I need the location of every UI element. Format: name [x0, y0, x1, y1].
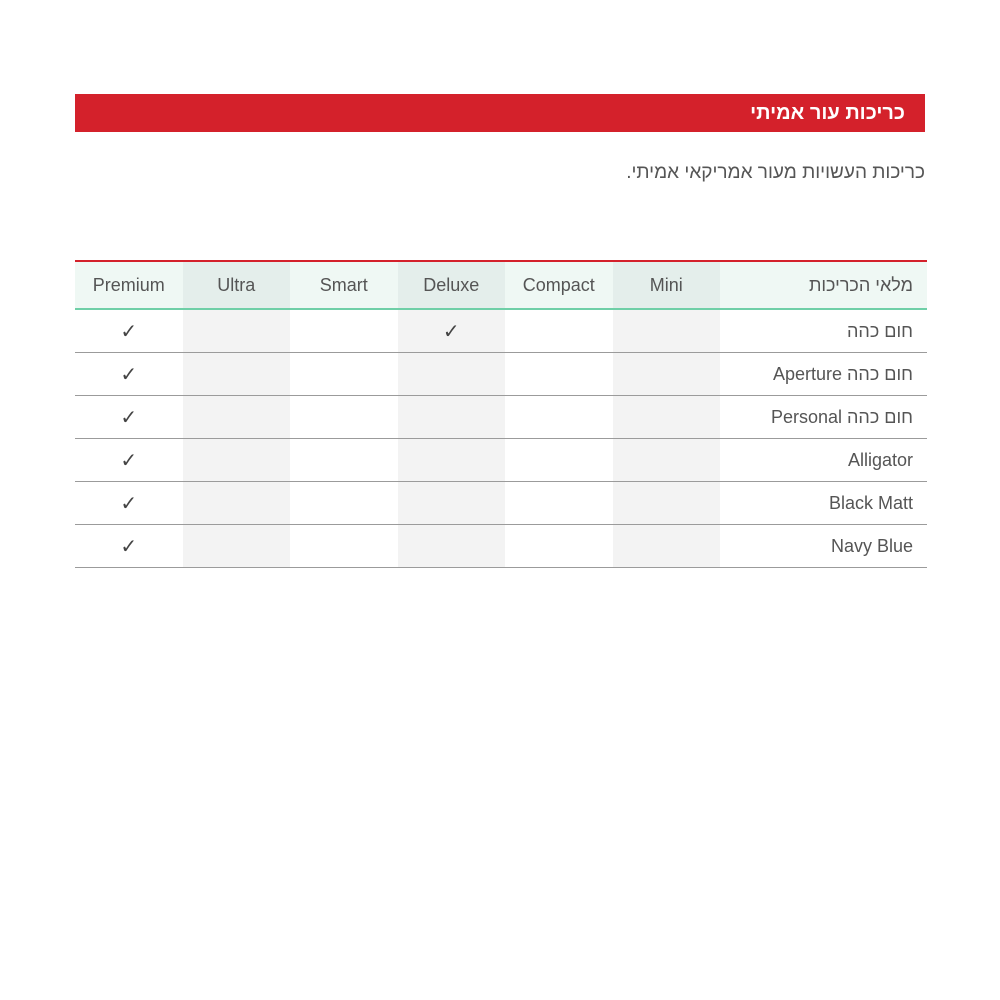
checkmark-icon: ✓ [120, 362, 138, 386]
table-row [75, 396, 927, 439]
cell-premium [75, 353, 183, 396]
cell-deluxe [398, 482, 506, 525]
cell-smart [290, 309, 398, 353]
cell-mini [613, 439, 721, 482]
table-row [75, 439, 927, 482]
table-row [75, 482, 927, 525]
cell-deluxe [398, 439, 506, 482]
model-column-header-smart: Smart [290, 261, 398, 309]
cell-smart [290, 525, 398, 568]
cell-mini [613, 396, 721, 439]
cell-premium [75, 439, 183, 482]
row-feature-label: Black Matt [720, 482, 927, 525]
cell-compact [505, 439, 613, 482]
feature-column-header: מלאי הכריכות [720, 261, 927, 309]
cell-premium [75, 482, 183, 525]
row-feature-label: חום כהה [720, 309, 927, 353]
cell-mini [613, 309, 721, 353]
section-header-bar [75, 94, 925, 132]
checkmark-icon: ✓ [120, 405, 138, 429]
cell-deluxe [398, 309, 506, 353]
model-column-header-compact: Compact [505, 261, 613, 309]
checkmark-icon: ✓ [120, 319, 138, 343]
cell-ultra [183, 396, 291, 439]
table-row [75, 525, 927, 568]
cell-deluxe [398, 525, 506, 568]
cell-compact [505, 353, 613, 396]
cell-compact [505, 525, 613, 568]
checkmark-icon: ✓ [120, 491, 138, 515]
model-column-header-premium: Premium [75, 261, 183, 309]
intro-text: כריכות העשויות מעור אמריקאי אמיתי. [626, 162, 925, 183]
cell-premium [75, 525, 183, 568]
row-feature-label: חום כהה Personal [720, 396, 927, 439]
cell-smart [290, 353, 398, 396]
cell-smart [290, 396, 398, 439]
model-column-header-mini: Mini [613, 261, 721, 309]
cell-ultra [183, 353, 291, 396]
section-title: כריכות עור אמיתי [750, 101, 905, 124]
cell-compact [505, 482, 613, 525]
cell-premium [75, 396, 183, 439]
comparison-table [75, 260, 927, 568]
checkmark-icon: ✓ [120, 534, 138, 558]
row-feature-label: Navy Blue [720, 525, 927, 568]
table-row [75, 309, 927, 353]
row-feature-label: חום כהה Aperture [720, 353, 927, 396]
cell-ultra [183, 309, 291, 353]
cell-premium [75, 309, 183, 353]
cell-deluxe [398, 396, 506, 439]
cell-compact [505, 309, 613, 353]
comparison-table-wrapper [75, 260, 925, 568]
checkmark-icon: ✓ [120, 448, 138, 472]
cell-ultra [183, 482, 291, 525]
table-header-row [75, 261, 927, 309]
table-row [75, 353, 927, 396]
row-feature-label: Alligator [720, 439, 927, 482]
cell-ultra [183, 525, 291, 568]
cell-deluxe [398, 353, 506, 396]
model-column-header-ultra: Ultra [183, 261, 291, 309]
cell-smart [290, 439, 398, 482]
cell-mini [613, 353, 721, 396]
table-body [75, 309, 927, 568]
cell-mini [613, 525, 721, 568]
cell-compact [505, 396, 613, 439]
model-column-header-deluxe: Deluxe [398, 261, 506, 309]
cell-smart [290, 482, 398, 525]
checkmark-icon: ✓ [442, 319, 460, 343]
cell-mini [613, 482, 721, 525]
cell-ultra [183, 439, 291, 482]
